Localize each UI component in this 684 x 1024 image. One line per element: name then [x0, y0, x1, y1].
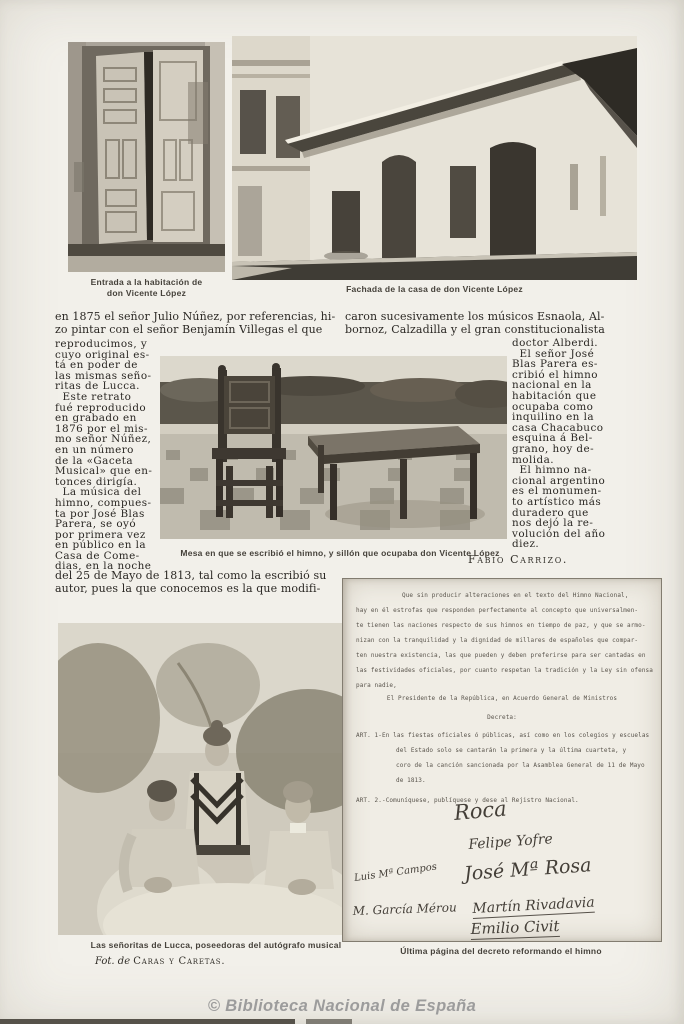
article-left-column-bottom: del 25 de Mayo de 1813, tal como la escribió su autor, pues la que conocemos es la que modifi-: [55, 569, 327, 595]
table-chair-illustration: [160, 356, 507, 539]
lucca-sisters-illustration: [58, 623, 375, 935]
photo-credit-name: Caras y Caretas.: [133, 956, 226, 967]
signature-yofre: Felipe Yofre: [467, 831, 554, 853]
decree-decreta-heading: Decreta:: [487, 714, 517, 721]
signature-rosa: José Mª Rosa: [463, 854, 593, 885]
photo-credit-prefix: Fot. de: [95, 956, 134, 967]
decree-document-facsimile: [342, 578, 662, 942]
ladies-photo-caption: Las señoritas de Lucca, poseedoras del autógrafo musical: [90, 940, 342, 950]
facade-photo-caption: Fachada de la casa de don Vicente López: [346, 284, 523, 294]
photo-door-entrance: [68, 42, 225, 272]
article-left-column-top: en 1875 el señor Julio Núñez, por referencias, hi- zo pintar con el señor Benjamín Villegas el que: [55, 310, 336, 336]
signature-roca: Roca: [452, 796, 508, 825]
photo-lucca-sisters: [58, 623, 375, 935]
table-photo-caption: Mesa en que se escribió el himno, y sillón que ocupaba don Vicente López: [180, 548, 500, 558]
door-photo-caption: Entrada a la habitación de don Vicente López: [90, 277, 203, 298]
photo-table-and-chair: [160, 356, 507, 539]
signature-rivadavia: Martín Rivadavia: [472, 894, 595, 918]
signature-civit: Emilio Civit: [470, 916, 560, 939]
photo-house-facade: [232, 36, 637, 280]
decree-photo-caption: Última página del decreto reformando el himno: [400, 946, 602, 956]
article-left-column-narrow: reproducimos, y cuyo original es- tá en poder de las mismas seño- ritas de Lucca. Este retrato fué reproducido en grabado en 1876 por el mis- mo señor Núñez, en un número de la «Gaceta Musical» que en- tonces dirigía. La música del himno, compues- ta por José Blas Parera, se oyó por primera vez en público en la Casa de Come- dias, en la noche: [55, 338, 153, 573]
article-byline: Fabio Carrizo.: [468, 553, 568, 566]
scan-edge-artifact-2: [306, 1019, 352, 1024]
article-right-column-narrow: doctor Alberdi. El señor José Blas Parera es- cribió el himno nacional en la habitación que ocupaba como inquilino en la casa Chacabuco esquina á Bel- grano, hoy de- molida. El himno na- cional argentino es el monumen- to artístico más duradero que nos dejó la re- volución del año diez.: [512, 337, 606, 551]
door-entrance-illustration: [68, 42, 225, 272]
decree-article-1: ART. 1-En las fiestas oficiales ó públicas, así como en los colegios y escuelas del Estado solo se cantarán la primera y la última cuarteta, y coro de la canción sancionada por la Asamblea General de 11 de Mayo de 1813.: [356, 732, 650, 784]
library-watermark: © Biblioteca Nacional de España: [207, 997, 477, 1015]
signature-campos: Luis Mª Campos: [353, 861, 438, 884]
signature-merou: M. García Mérou: [352, 900, 457, 918]
scan-edge-artifact: [0, 1019, 295, 1024]
article-right-column-top: caron sucesivamente los músicos Esnaola, Al- bornoz, Calzadilla y el gran constitucionalista: [345, 310, 605, 336]
decree-article-2: ART. 2.-Comuníquese, publíquese y dese al Rejistro Nacional.: [356, 797, 579, 804]
photo-credit: [95, 956, 225, 967]
house-facade-illustration: [232, 36, 637, 280]
decree-president-line: El Presidente de la República, en Acuerdo General de Ministros: [386, 695, 618, 702]
decree-body-text: Que sin producir alteraciones en el texto del Himno Nacional, hay en él estrofas que responden perfectamente al concepto que universalmen- te tienen las naciones respecto de sus himnos en tiempo de paz, y que se armo- nizan con la tranquilidad y la dignidad de millares de españoles que compar- ten nuestra existencia, las que pueden y deben preferirse para ser cantadas en las festividades oficiales, por cuanto respetan la tradición y la Ley sin ofensa para nadie,: [356, 592, 653, 689]
